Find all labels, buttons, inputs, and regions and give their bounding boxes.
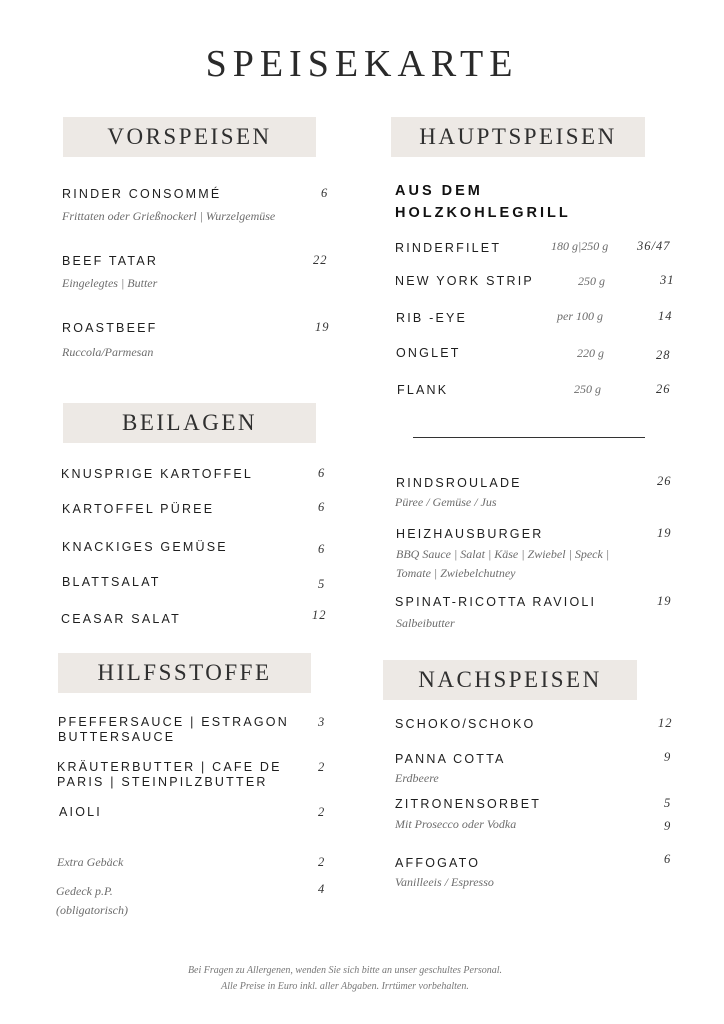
footer-line: Alle Preise in Euro inkl. aller Abgaben. Irrtümer vorbehalten. — [221, 981, 469, 992]
section-heading-nachspeisen: NACHSPEISEN — [383, 660, 637, 700]
menu-item-price: 19 — [315, 320, 330, 334]
grill-item-weight: 220 g — [577, 346, 604, 360]
menu-item-name: BLATTSALAT — [62, 575, 161, 589]
menu-item-price: 6 — [318, 500, 326, 514]
grill-item-name: RINDERFILET — [395, 241, 502, 255]
menu-item-name: CEASAR SALAT — [61, 612, 181, 626]
menu-item-description: Erdbeere — [395, 771, 439, 785]
menu-item-price: 22 — [313, 253, 328, 267]
menu-title: SPEISEKARTE — [205, 43, 519, 85]
grill-item-price: 14 — [658, 309, 673, 323]
menu-item-price: 9 — [664, 750, 672, 764]
menu-item-name: HEIZHAUSBURGER — [396, 527, 544, 541]
menu-item-price: 6 — [318, 542, 326, 556]
grill-item-weight: 250 g — [574, 382, 601, 396]
grill-item-price: 26 — [656, 382, 671, 396]
menu-item-name: KNACKIGES GEMÜSE — [62, 540, 228, 554]
menu-item-name: AFFOGATO — [395, 856, 481, 870]
menu-item-price: 5 — [318, 577, 326, 591]
footer-line: Bei Fragen zu Allergenen, wenden Sie sich bitte an unser geschultes Personal. — [187, 965, 503, 976]
grill-item-price: 36/47 — [637, 239, 671, 253]
section-heading-vorspeisen: VORSPEISEN — [63, 117, 316, 157]
grill-heading: AUS DEM HOLZKOHLEGRILL — [395, 183, 571, 221]
menu-item-price: 2 — [318, 760, 326, 774]
menu-item-name: Extra Gebäck — [57, 855, 124, 869]
footer-note — [0, 963, 690, 995]
section-divider — [413, 437, 645, 438]
menu-item-price: 6 — [321, 186, 329, 200]
menu-item-price: 12 — [312, 608, 327, 622]
menu-item-name: KRÄUTERBUTTER | CAFE DE PARIS | STEINPILZBUTTER — [57, 760, 282, 789]
menu-item-name: AIOLI — [59, 805, 102, 819]
menu-item-price: 4 — [318, 882, 326, 896]
menu-item-price: 19 — [657, 594, 672, 608]
grill-item-weight: 180 g|250 g — [551, 239, 609, 253]
grill-item-name: ONGLET — [396, 346, 461, 360]
menu-item-price: 26 — [657, 474, 672, 488]
menu-item-name: KNUSPRIGE KARTOFFEL — [61, 467, 254, 481]
menu-item-price: 6 — [664, 852, 672, 866]
section-heading-beilagen: BEILAGEN — [63, 403, 316, 443]
section-heading-hilfsstoffe: HILFSSTOFFE — [58, 653, 311, 693]
menu-item-name: SCHOKO/SCHOKO — [395, 717, 536, 731]
grill-item-name: RIB -EYE — [396, 311, 468, 325]
menu-item-name: ROASTBEEF — [62, 321, 158, 335]
menu-item-price: 6 — [318, 466, 326, 480]
menu-item-price: 2 — [318, 805, 326, 819]
grill-item-name: NEW YORK STRIP — [395, 274, 534, 288]
section-heading-hauptspeisen: HAUPTSPEISEN — [391, 117, 645, 157]
menu-item-description: Ruccola/Parmesan — [62, 345, 154, 359]
grill-item-price: 31 — [660, 273, 675, 287]
menu-item-price: 3 — [318, 715, 326, 729]
menu-item-description: Frittaten oder Grießnockerl | Wurzelgemüse — [62, 209, 276, 223]
menu-item-name: PFEFFERSAUCE | ESTRAGON BUTTERSAUCE — [58, 715, 289, 744]
menu-item-price: 12 — [658, 716, 673, 730]
grill-item-price: 28 — [656, 348, 671, 362]
menu-item-name: KARTOFFEL PÜREE — [62, 502, 215, 516]
menu-item-name: Gedeck p.P. (obligatorisch) — [56, 884, 128, 917]
menu-item-price: 2 — [318, 855, 326, 869]
menu-item-name: RINDER CONSOMMÉ — [62, 187, 222, 201]
menu-item-name: SPINAT-RICOTTA RAVIOLI — [395, 595, 597, 609]
menu-item-description: Püree / Gemüse / Jus — [395, 495, 497, 509]
menu-item-price: 5 — [664, 796, 672, 810]
menu-item-price: 19 — [657, 526, 672, 540]
menu-item-description: Mit Prosecco oder Vodka — [395, 817, 517, 831]
grill-item-name: FLANK — [397, 383, 449, 397]
menu-item-description: Salbeibutter — [396, 616, 455, 630]
menu-item-description: BBQ Sauce | Salat | Käse | Zwiebel | Speck | Tomate | Zwiebelchutney — [396, 547, 610, 580]
menu-item-description: Vanilleeis / Espresso — [395, 875, 494, 889]
menu-item-name: ZITRONENSORBET — [395, 797, 542, 811]
grill-item-weight: 250 g — [578, 274, 605, 288]
menu-item-name: PANNA COTTA — [395, 752, 506, 766]
menu-item-name: RINDSROULADE — [396, 476, 522, 490]
menu-item-description: Eingelegtes | Butter — [62, 276, 158, 290]
grill-item-weight: per 100 g — [557, 309, 603, 323]
menu-item-name: BEEF TATAR — [62, 254, 159, 268]
menu-item-price: 9 — [664, 819, 672, 833]
